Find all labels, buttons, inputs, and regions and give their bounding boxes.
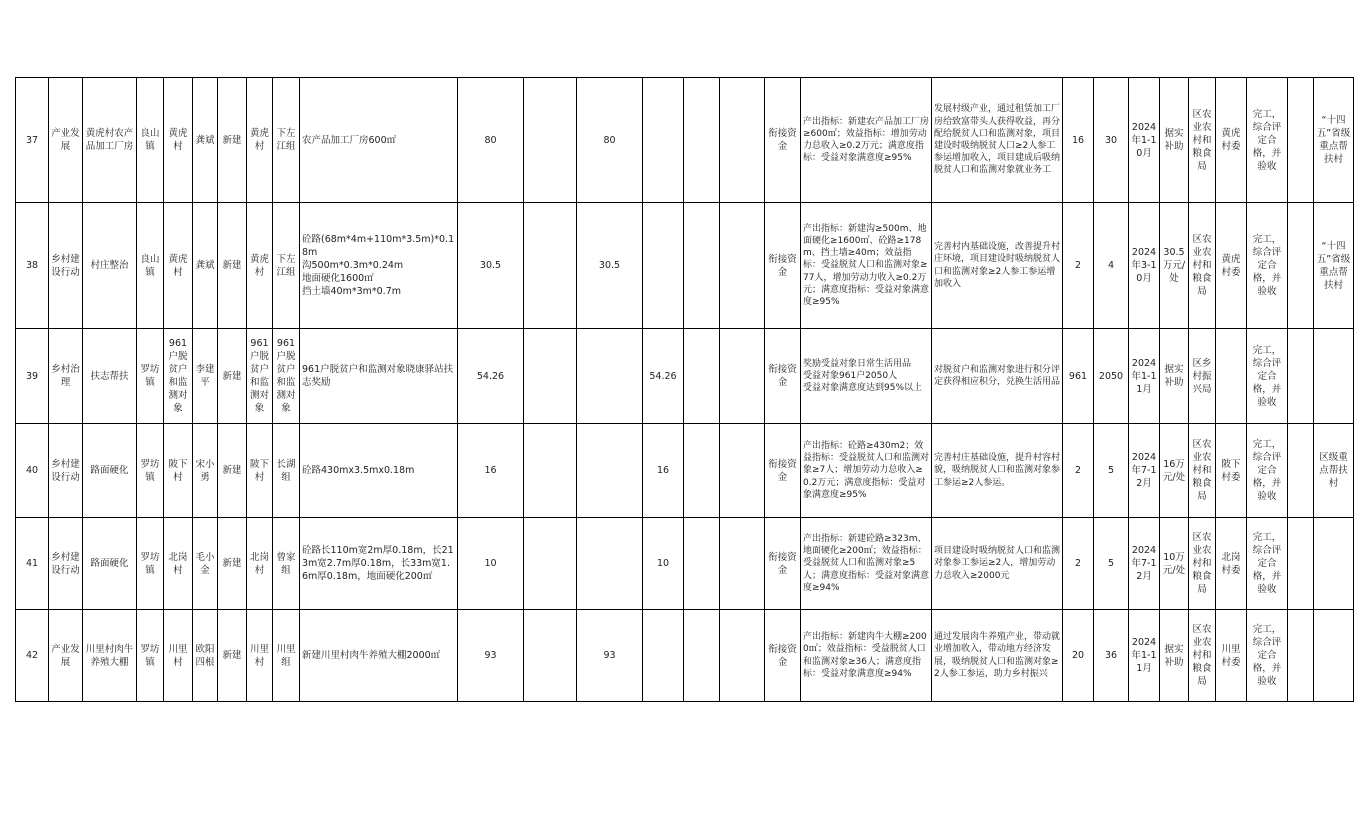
acceptance-cell: 完工，综合评定合格，并验收 bbox=[1247, 424, 1288, 518]
total-investment-cell: 30.5 bbox=[458, 203, 524, 329]
village-cell: 北岗村 bbox=[164, 518, 193, 610]
fund-cell-4 bbox=[684, 78, 720, 203]
fund-cell-3 bbox=[643, 78, 684, 203]
project-name-cell: 路面硬化 bbox=[83, 424, 137, 518]
location-village-cell: 黄虎村 bbox=[247, 203, 273, 329]
content-cell: 农产品加工厂房600㎡ bbox=[300, 78, 458, 203]
village-cell: 川里村 bbox=[164, 610, 193, 702]
location-group-cell: 下左江组 bbox=[273, 203, 300, 329]
blank-cell bbox=[720, 610, 765, 702]
note-cell: 区级重点帮扶村 bbox=[1314, 424, 1354, 518]
beneficiary-people-cell: 5 bbox=[1094, 424, 1129, 518]
village-cell: 陂下村 bbox=[164, 424, 193, 518]
project-name-cell: 村庄整治 bbox=[83, 203, 137, 329]
category-cell: 乡村建设行动 bbox=[49, 424, 83, 518]
performance-indicators-cell: 产出指标：新建沟≥500m、地面硬化≥1600㎡、砼路≥178m、挡土墙≥40m；效益指标：受益脱贫人口和监测对象≥77人，增加劳动力收入≥0.2万元；满意度指标：受益对象满意度≥95% bbox=[801, 203, 932, 329]
nature-cell: 新建 bbox=[218, 518, 247, 610]
category-cell: 产业发展 bbox=[49, 610, 83, 702]
location-group-cell: 长湖组 bbox=[273, 424, 300, 518]
fund-cell-2: 80 bbox=[577, 78, 643, 203]
acceptance-cell: 完工，综合评定合格，并验收 bbox=[1247, 78, 1288, 203]
fund-cell-3 bbox=[643, 610, 684, 702]
total-investment-cell: 93 bbox=[458, 610, 524, 702]
town-cell: 良山镇 bbox=[137, 78, 164, 203]
performance-indicators-cell: 产出指标：新建肉牛大棚≥2000㎡；效益指标：受益脱贫人口和监测对象≥36人；满意度指标：受益对象满意度≥94% bbox=[801, 610, 932, 702]
beneficiary-households-cell: 2 bbox=[1063, 424, 1094, 518]
total-investment-cell: 10 bbox=[458, 518, 524, 610]
table-row bbox=[16, 203, 1354, 329]
row-number: 37 bbox=[16, 78, 49, 203]
project-table bbox=[15, 77, 1354, 702]
blank-cell bbox=[1288, 424, 1314, 518]
acceptance-cell: 完工，综合评定合格，并验收 bbox=[1247, 203, 1288, 329]
project-name-cell: 路面硬化 bbox=[83, 518, 137, 610]
row-number: 40 bbox=[16, 424, 49, 518]
beneficiary-people-cell: 2050 bbox=[1094, 329, 1129, 424]
note-cell bbox=[1314, 610, 1354, 702]
fund-cell-1 bbox=[524, 610, 577, 702]
blank-cell bbox=[1288, 203, 1314, 329]
row-number: 42 bbox=[16, 610, 49, 702]
owner-cell: 龚斌 bbox=[193, 203, 218, 329]
project-name-cell: 川里村肉牛养殖大棚 bbox=[83, 610, 137, 702]
blank-cell bbox=[720, 518, 765, 610]
fund-cell-3: 10 bbox=[643, 518, 684, 610]
period-cell: 2024年7-12月 bbox=[1129, 424, 1160, 518]
period-cell: 2024年1-11月 bbox=[1129, 329, 1160, 424]
implementer-cell: 陂下村委 bbox=[1216, 424, 1247, 518]
benefit-mechanism-cell: 通过发展肉牛养殖产业，带动就业增加收入，带动地方经济发展，吸纳脱贫人口和监测对象≥2人参工参运，助力乡村振兴 bbox=[932, 610, 1063, 702]
fund-source-cell: 衔接资金 bbox=[765, 518, 801, 610]
period-cell: 2024年7-12月 bbox=[1129, 518, 1160, 610]
benefit-mechanism-cell: 项目建设时吸纳脱贫人口和监测对象参工参运≥2人，增加劳动力总收入≥2000元 bbox=[932, 518, 1063, 610]
fund-cell-4 bbox=[684, 518, 720, 610]
location-village-cell: 961户脱贫户和监测对象 bbox=[247, 329, 273, 424]
fund-cell-1 bbox=[524, 518, 577, 610]
fund-cell-3: 54.26 bbox=[643, 329, 684, 424]
table-row bbox=[16, 518, 1354, 610]
blank-cell bbox=[1288, 329, 1314, 424]
blank-cell bbox=[1288, 610, 1314, 702]
acceptance-cell: 完工，综合评定合格，并验收 bbox=[1247, 518, 1288, 610]
department-cell: 区农业农村和粮食局 bbox=[1189, 78, 1216, 203]
nature-cell: 新建 bbox=[218, 424, 247, 518]
location-village-cell: 北岗村 bbox=[247, 518, 273, 610]
performance-indicators-cell: 奖励受益对象日常生活用品 受益对象961户2050人 受益对象满意度达到95%以上 bbox=[801, 329, 932, 424]
town-cell: 罗坊镇 bbox=[137, 518, 164, 610]
implementer-cell bbox=[1216, 329, 1247, 424]
owner-cell: 李建平 bbox=[193, 329, 218, 424]
fund-cell-2: 93 bbox=[577, 610, 643, 702]
fund-cell-4 bbox=[684, 329, 720, 424]
department-cell: 区农业农村和粮食局 bbox=[1189, 610, 1216, 702]
town-cell: 良山镇 bbox=[137, 203, 164, 329]
category-cell: 乡村建设行动 bbox=[49, 203, 83, 329]
beneficiary-households-cell: 16 bbox=[1063, 78, 1094, 203]
content-cell: 961户脱贫户和监测对象晓康驿站扶志奖励 bbox=[300, 329, 458, 424]
subsidy-standard-cell: 据实补助 bbox=[1160, 329, 1189, 424]
total-investment-cell: 80 bbox=[458, 78, 524, 203]
fund-cell-2 bbox=[577, 329, 643, 424]
period-cell: 2024年3-10月 bbox=[1129, 203, 1160, 329]
fund-source-cell: 衔接资金 bbox=[765, 424, 801, 518]
nature-cell: 新建 bbox=[218, 329, 247, 424]
content-cell: 新建川里村肉牛养殖大棚2000㎡ bbox=[300, 610, 458, 702]
total-investment-cell: 16 bbox=[458, 424, 524, 518]
beneficiary-households-cell: 961 bbox=[1063, 329, 1094, 424]
subsidy-standard-cell: 据实补助 bbox=[1160, 610, 1189, 702]
blank-cell bbox=[720, 329, 765, 424]
owner-cell: 宋小勇 bbox=[193, 424, 218, 518]
fund-source-cell: 衔接资金 bbox=[765, 78, 801, 203]
nature-cell: 新建 bbox=[218, 610, 247, 702]
table-row bbox=[16, 78, 1354, 203]
beneficiary-households-cell: 2 bbox=[1063, 518, 1094, 610]
village-cell: 黄虎村 bbox=[164, 78, 193, 203]
blank-cell bbox=[720, 78, 765, 203]
town-cell: 罗坊镇 bbox=[137, 329, 164, 424]
beneficiary-households-cell: 2 bbox=[1063, 203, 1094, 329]
benefit-mechanism-cell: 完善村内基础设施，改善提升村庄环境，项目建设时吸纳脱贫人口和监测对象≥2人参工参运增加收入 bbox=[932, 203, 1063, 329]
fund-source-cell: 衔接资金 bbox=[765, 610, 801, 702]
location-group-cell: 川里组 bbox=[273, 610, 300, 702]
implementer-cell: 黄虎村委 bbox=[1216, 203, 1247, 329]
fund-cell-2 bbox=[577, 424, 643, 518]
blank-cell bbox=[1288, 78, 1314, 203]
table-row bbox=[16, 424, 1354, 518]
beneficiary-people-cell: 30 bbox=[1094, 78, 1129, 203]
row-number: 41 bbox=[16, 518, 49, 610]
department-cell: 区乡村振兴局 bbox=[1189, 329, 1216, 424]
fund-source-cell: 衔接资金 bbox=[765, 329, 801, 424]
benefit-mechanism-cell: 对脱贫户和监测对象进行积分评定获得相应积分，兑换生活用品 bbox=[932, 329, 1063, 424]
fund-source-cell: 衔接资金 bbox=[765, 203, 801, 329]
owner-cell: 龚斌 bbox=[193, 78, 218, 203]
category-cell: 乡村治理 bbox=[49, 329, 83, 424]
fund-cell-3: 16 bbox=[643, 424, 684, 518]
fund-cell-1 bbox=[524, 203, 577, 329]
period-cell: 2024年1-11月 bbox=[1129, 610, 1160, 702]
fund-cell-4 bbox=[684, 424, 720, 518]
fund-cell-2: 30.5 bbox=[577, 203, 643, 329]
town-cell: 罗坊镇 bbox=[137, 610, 164, 702]
acceptance-cell: 完工，综合评定合格，并验收 bbox=[1247, 610, 1288, 702]
village-cell: 黄虎村 bbox=[164, 203, 193, 329]
content-cell: 砼路长110m宽2m厚0.18m，长213m宽2.7m厚0.18m，长33m宽1.6m厚0.18m，地面硬化200㎡ bbox=[300, 518, 458, 610]
total-investment-cell: 54.26 bbox=[458, 329, 524, 424]
blank-cell bbox=[720, 203, 765, 329]
beneficiary-people-cell: 5 bbox=[1094, 518, 1129, 610]
beneficiary-people-cell: 36 bbox=[1094, 610, 1129, 702]
acceptance-cell: 完工，综合评定合格，并验收 bbox=[1247, 329, 1288, 424]
fund-cell-1 bbox=[524, 329, 577, 424]
subsidy-standard-cell: 10万元/处 bbox=[1160, 518, 1189, 610]
fund-cell-2 bbox=[577, 518, 643, 610]
subsidy-standard-cell: 16万元/处 bbox=[1160, 424, 1189, 518]
location-village-cell: 陂下村 bbox=[247, 424, 273, 518]
performance-indicators-cell: 产出指标：新建农产品加工厂房≥600㎡；效益指标：增加劳动力总收入≥0.2万元；满意度指标：受益对象满意度≥95% bbox=[801, 78, 932, 203]
category-cell: 产业发展 bbox=[49, 78, 83, 203]
fund-cell-1 bbox=[524, 78, 577, 203]
blank-cell bbox=[1288, 518, 1314, 610]
performance-indicators-cell: 产出指标：砼路≥430m2；效益指标：受益脱贫人口和监测对象≥7人；增加劳动力总收入≥0.2万元；满意度指标：受益对象满意度≥95% bbox=[801, 424, 932, 518]
implementer-cell: 北岗村委 bbox=[1216, 518, 1247, 610]
nature-cell: 新建 bbox=[218, 203, 247, 329]
benefit-mechanism-cell: 完善村庄基础设施，提升村容村貌，吸纳脱贫人口和监测对象参工参运≥2人参运。 bbox=[932, 424, 1063, 518]
subsidy-standard-cell: 据实补助 bbox=[1160, 78, 1189, 203]
performance-indicators-cell: 产出指标：新建砼路≥323m、地面硬化≥200㎡；效益指标：受益脱贫人口和监测对象≥5人；满意度指标：受益对象满意度≥94% bbox=[801, 518, 932, 610]
department-cell: 区农业农村和粮食局 bbox=[1189, 424, 1216, 518]
note-cell: “十四五”省级重点帮扶村 bbox=[1314, 78, 1354, 203]
location-village-cell: 川里村 bbox=[247, 610, 273, 702]
fund-cell-4 bbox=[684, 610, 720, 702]
location-group-cell: 下左江组 bbox=[273, 78, 300, 203]
fund-cell-1 bbox=[524, 424, 577, 518]
location-village-cell: 黄虎村 bbox=[247, 78, 273, 203]
content-cell: 砼路430mx3.5mx0.18m bbox=[300, 424, 458, 518]
note-cell bbox=[1314, 329, 1354, 424]
row-number: 38 bbox=[16, 203, 49, 329]
note-cell: “十四五”省级重点帮扶村 bbox=[1314, 203, 1354, 329]
department-cell: 区农业农村和粮食局 bbox=[1189, 203, 1216, 329]
subsidy-standard-cell: 30.5万元/处 bbox=[1160, 203, 1189, 329]
owner-cell: 欧阳四根 bbox=[193, 610, 218, 702]
table-row bbox=[16, 610, 1354, 702]
fund-cell-3 bbox=[643, 203, 684, 329]
location-group-cell: 961户脱贫户和监测对象 bbox=[273, 329, 300, 424]
benefit-mechanism-cell: 发展村级产业，通过租赁加工厂房给致富带头人获得收益，再分配给脱贫人口和监测对象，项目建设时吸纳脱贫人口≥2人参工参运增加收入，项目建成后吸纳脱贫人口和监测对象就业务工 bbox=[932, 78, 1063, 203]
village-cell: 961户脱贫户和监测对象 bbox=[164, 329, 193, 424]
beneficiary-people-cell: 4 bbox=[1094, 203, 1129, 329]
location-group-cell: 曾家组 bbox=[273, 518, 300, 610]
beneficiary-households-cell: 20 bbox=[1063, 610, 1094, 702]
project-name-cell: 黄虎村农产品加工厂房 bbox=[83, 78, 137, 203]
department-cell: 区农业农村和粮食局 bbox=[1189, 518, 1216, 610]
note-cell bbox=[1314, 518, 1354, 610]
fund-cell-4 bbox=[684, 203, 720, 329]
blank-cell bbox=[720, 424, 765, 518]
implementer-cell: 川里村委 bbox=[1216, 610, 1247, 702]
owner-cell: 毛小金 bbox=[193, 518, 218, 610]
row-number: 39 bbox=[16, 329, 49, 424]
project-name-cell: 扶志帮扶 bbox=[83, 329, 137, 424]
content-cell: 砼路(68m*4m+110m*3.5m)*0.18m 沟500m*0.3m*0.24m 地面硬化1600㎡ 挡土墙40m*3m*0.7m bbox=[300, 203, 458, 329]
category-cell: 乡村建设行动 bbox=[49, 518, 83, 610]
town-cell: 罗坊镇 bbox=[137, 424, 164, 518]
implementer-cell: 黄虎村委 bbox=[1216, 78, 1247, 203]
period-cell: 2024年1-10月 bbox=[1129, 78, 1160, 203]
table-row bbox=[16, 329, 1354, 424]
nature-cell: 新建 bbox=[218, 78, 247, 203]
